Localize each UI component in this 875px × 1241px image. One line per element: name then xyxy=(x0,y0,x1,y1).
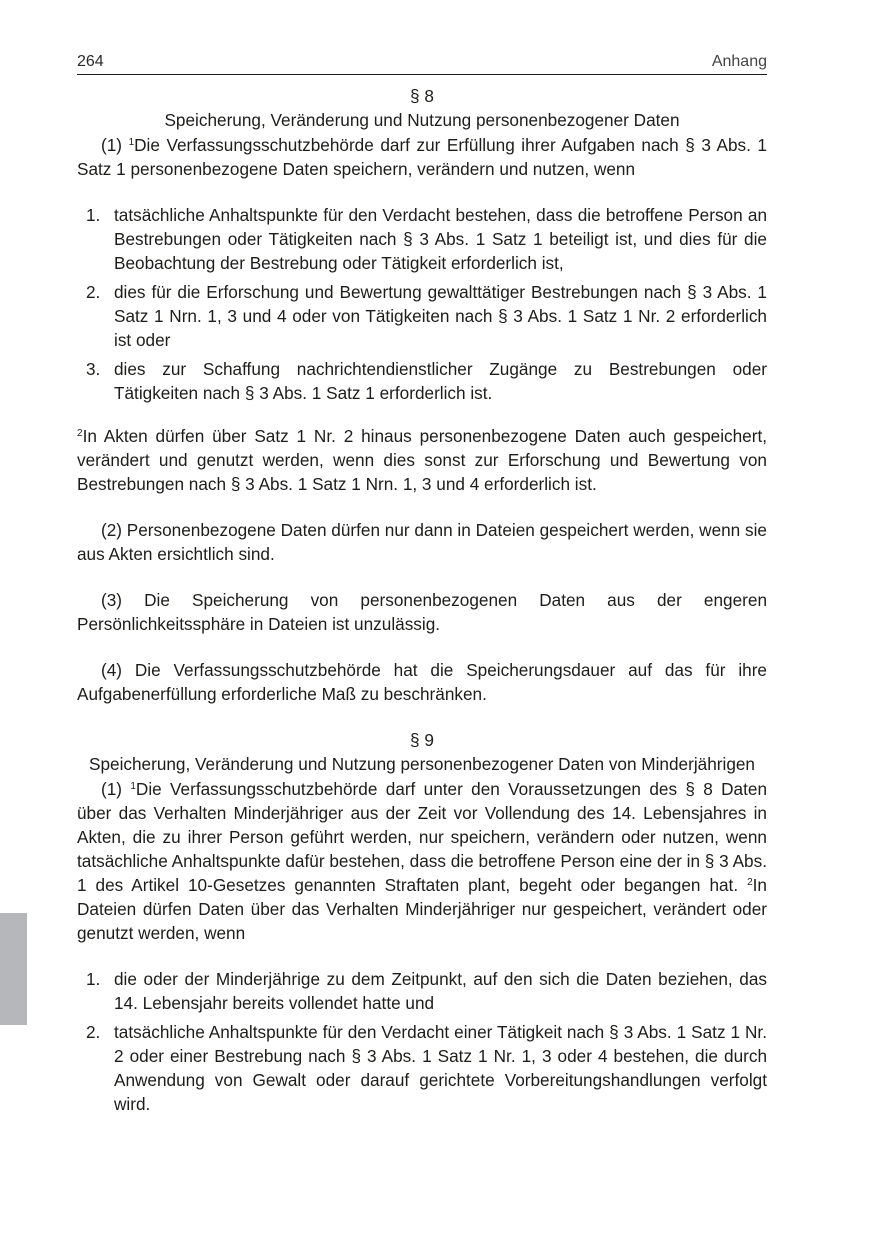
section-9-number: § 9 xyxy=(410,730,434,750)
section-8-list xyxy=(77,203,767,405)
list-item xyxy=(77,357,767,405)
sentence-number: 2 xyxy=(747,877,753,888)
sentence-number: 1 xyxy=(128,137,135,148)
paragraph-text: In Dateien dürfen Daten über das Verhalten Minderjähriger nur gespeichert, verändert oder genutzt werden, wenn xyxy=(77,875,767,943)
list-item-number: 2. xyxy=(86,1022,101,1042)
list-item xyxy=(77,280,767,352)
section-9-title: Speicherung, Veränderung und Nutzung personenbezogener Daten von Minderjährigen xyxy=(88,754,755,774)
paragraph-label: (1) xyxy=(101,135,123,155)
sentence-number: 2 xyxy=(77,428,83,439)
sentence-number: 1 xyxy=(130,781,136,792)
page-content xyxy=(77,84,767,1121)
list-item xyxy=(77,203,767,275)
section-8-para-1-intro xyxy=(77,133,767,181)
paragraph-text: In Akten dürfen über Satz 1 Nr. 2 hinaus personenbezogene Daten auch gespeichert, verändert und genutzt werden, wenn dies sonst zur Erforschung und Bewertung von Bestrebungen nach § 3 Abs. 1 Satz 1 Nrn. 1, 3 und 4 erforderlich ist. xyxy=(77,426,767,494)
list-item-number: 2. xyxy=(86,282,101,302)
section-8-para-4: (4) Die Verfassungsschutzbehörde hat die Speicherungsdauer auf das für ihre Aufgabenerfüllung erforderliche Maß zu beschränken. xyxy=(77,660,767,704)
paragraph-text: Die Verfassungsschutzbehörde darf zur Erfüllung ihrer Aufgaben nach § 3 Abs. 1 Satz 1 personenbezogene Daten speichern, verändern und nutzen, wenn xyxy=(77,135,767,179)
section-9-list xyxy=(77,967,767,1116)
section-8-title: Speicherung, Veränderung und Nutzung personenbezogener Daten xyxy=(164,110,680,130)
paragraph-text: Die Verfassungsschutzbehörde darf unter den Voraussetzungen des § 8 Daten über das Verhalten Minderjähriger aus der Zeit vor Vollendung des 14. Lebensjahres in Akten, die zu ihrer Person geführt werden, nur speichern, verändern oder nutzen, wenn tatsächliche Anhaltspunkte dafür bestehen, dass die betroffene Person eine der in § 3 Abs. 1 des Artikel 10-Gesetzes genannten Straftaten plant, begeht oder begangen hat. xyxy=(77,779,768,895)
section-8-para-3: (3) Die Speicherung von personenbezogenen Daten aus der engeren Persönlichkeitssphäre in Dateien ist unzulässig. xyxy=(77,590,767,634)
list-item-text: tatsächliche Anhaltspunkte für den Verdacht bestehen, dass die betroffene Person an Bestrebungen oder Tätigkeiten nach § 3 Abs. 1 Satz 1 beteiligt ist, und dies für die Beobachtung der Bestrebung oder Tätigkeit erforderlich ist, xyxy=(114,205,767,273)
section-label: Anhang xyxy=(711,53,767,70)
section-8-para-2: (2) Personenbezogene Daten dürfen nur dann in Dateien gespeichert werden, wenn sie aus Akten ersichtlich sind. xyxy=(77,520,767,564)
section-9-para-1 xyxy=(77,777,767,945)
paragraph-label: (1) xyxy=(101,779,123,799)
section-8-number: § 8 xyxy=(410,86,434,106)
list-item-text: dies für die Erforschung und Bewertung gewalttätiger Bestrebungen nach § 3 Abs. 1 Satz 1 Nrn. 1, 3 und 4 oder von Tätigkeiten nach § 3 Abs. 1 Satz 1 Nr. 2 erforderlich ist oder xyxy=(114,282,767,350)
list-item-number: 1. xyxy=(86,205,101,225)
list-item-number: 3. xyxy=(86,359,101,379)
page-number: 264 xyxy=(77,53,104,70)
running-header xyxy=(77,50,767,75)
list-item-number: 1. xyxy=(86,969,101,989)
list-item-text: die oder der Minderjährige zu dem Zeitpunkt, auf den sich die Daten beziehen, das 14. Lebensjahr bereits vollendet hatte und xyxy=(114,969,767,1013)
list-item-text: tatsächliche Anhaltspunkte für den Verdacht einer Tätigkeit nach § 3 Abs. 1 Satz 1 Nr. 2 oder einer Bestrebung nach § 3 Abs. 1 Satz 1 Nr. 1, 3 oder 4 bestehen, die durch Anwendung von Gewalt oder darauf gerichtete Vorbereitungshandlungen verfolgt wird. xyxy=(114,1022,767,1114)
list-item-text: dies zur Schaffung nachrichtendienstlicher Zugänge zu Bestrebungen oder Tätigkeiten nach § 3 Abs. 1 Satz 1 erforderlich ist. xyxy=(114,359,767,403)
chapter-thumb-tab xyxy=(0,913,27,1025)
list-item xyxy=(77,1020,767,1116)
list-item xyxy=(77,967,767,1015)
section-8-para-1-sentence-2 xyxy=(77,424,767,496)
